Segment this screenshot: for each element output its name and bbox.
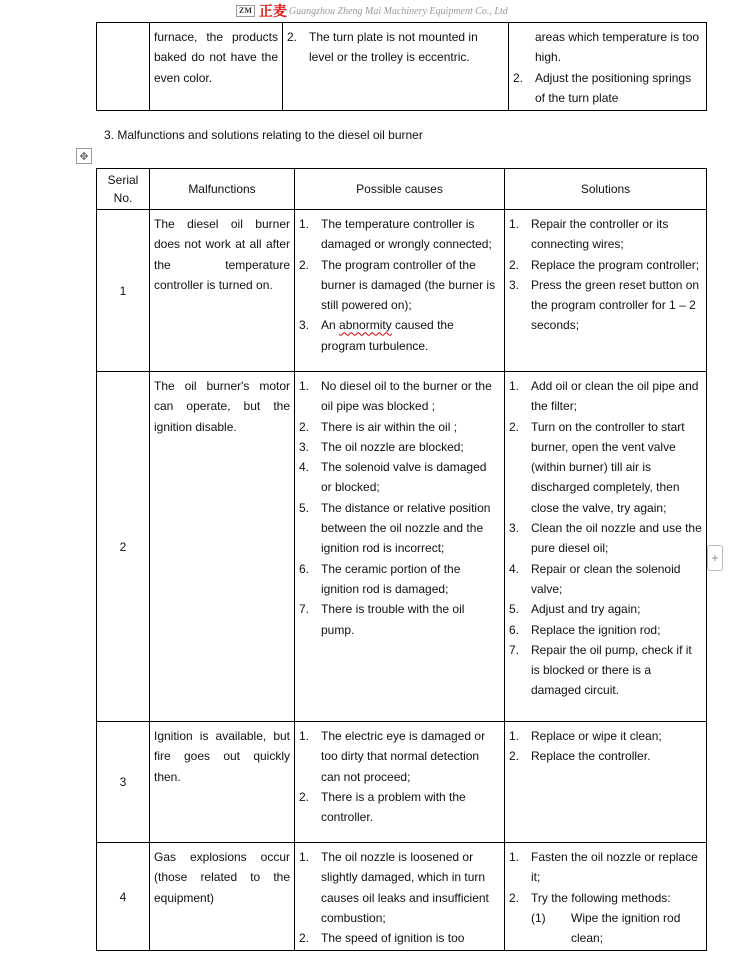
list-item [299,417,500,437]
list-text: The turn plate is not mounted in level or the trolley is eccentric. [309,30,478,65]
list-text: The oil nozzle is loosened or slightly damaged, which in turn causes oil leaks and insufficient combustion; [321,850,489,925]
sub-list-number: (1) [531,910,546,925]
list-number: 6. [509,622,520,637]
list-item [509,275,702,336]
header-serial [97,169,150,210]
list-item [299,498,500,559]
malfunction-text: The diesel oil burner does not work at all after the temperature controller is turned on. [154,217,290,292]
list-text: Replace the program controller; [531,257,700,272]
list-text: Adjust the positioning springs of the turn plate [535,70,692,105]
list-text: Replace the ignition rod; [531,622,661,637]
list-item [299,376,500,417]
list-number: 6. [299,561,310,576]
list-item [509,726,702,746]
list-text: The electric eye is damaged or too dirty that normal detection can not proceed; [321,729,486,784]
list-item [509,255,702,275]
list-number: 1. [509,729,520,743]
list-number: 2. [299,931,310,946]
list-number: 5. [299,500,310,515]
causes-list [295,210,504,358]
move-handle-icon[interactable]: ✥ [76,148,92,164]
list-text: Replace or wipe it clean; [531,729,662,743]
list-number: 3. [509,277,520,292]
solutions-list [509,23,706,110]
list-text: Repair the oil pump, check if it is blocked or there is a damaged circuit. [531,642,692,698]
list-item [299,847,500,928]
list-text: The ceramic portion of the ignition rod is damaged; [321,561,461,596]
list-number: 1. [299,379,310,393]
solutions-list [505,722,706,769]
list-text: Fasten the oil nozzle or replace it; [531,850,698,885]
list-text: The oil nozzle are blocked; [321,439,464,454]
top-table-content [96,22,707,111]
list-item [513,27,702,68]
serial-number: 4 [97,843,150,951]
spellcheck-word[interactable]: abnormity [339,318,392,333]
list-item [509,214,702,255]
table-row [97,210,707,372]
solutions-cell [505,843,707,951]
list-item [299,255,500,316]
malfunction-cell [150,23,283,111]
list-text: Adjust and try again; [531,602,641,617]
list-text: There is air within the oil ; [321,419,458,434]
sub-list-item [509,908,702,949]
list-text: Replace the controller. [531,749,651,764]
malfunction-cell [150,843,295,951]
list-item [509,376,702,417]
list-text: The program controller of the burner is damaged (the burner is still powered on); [321,257,496,313]
company-logo-text: 正麦 [258,4,287,20]
header-serial-label: Serial No. [107,173,139,205]
company-name: Guangzhou Zheng Mai Machinery Equipment Co., Ltd [288,5,508,17]
list-item [509,417,702,518]
section-title: 3. Malfunctions and solutions relating to the diesel oil burner [104,128,423,142]
causes-list [295,722,504,829]
list-number: 1. [299,217,310,231]
list-number: 4. [299,460,310,475]
solutions-list [505,210,706,338]
list-text: There is a problem with the controller. [321,789,466,825]
list-number: 2. [513,70,524,85]
list-number [513,27,535,68]
list-number: 2. [299,257,310,272]
list-item [299,457,500,498]
table-row [97,843,707,951]
causes-cell [283,23,509,111]
list-number: 3. [299,439,310,454]
list-text: No diesel oil to the burner or the oil pipe was blocked ; [321,379,492,414]
add-column-icon[interactable]: + [707,545,723,571]
list-item [509,746,702,766]
header-causes: Possible causes [295,169,505,210]
list-number: 3. [509,521,520,536]
list-number: 4. [509,561,520,576]
serial-number: 2 [97,372,150,722]
causes-list [283,23,508,70]
table-header-row [97,169,707,210]
malfunction-cell [150,210,295,372]
page-header [236,2,508,20]
list-number: 2. [509,419,520,434]
causes-cell [295,722,505,843]
company-logo-icon: ZM [236,5,255,17]
malfunction-text: furnace, the products baked do not have the even color. [154,30,278,85]
causes-cell [295,372,505,722]
table-row [97,722,707,843]
serial-cell [97,23,150,111]
list-text: Add oil or clean the oil pipe and the filter; [531,379,699,414]
list-text: The temperature controller is damaged or wrongly connected; [321,217,492,252]
list-indent [509,908,531,949]
malfunction-cell [150,372,295,722]
list-number: 2. [299,419,310,434]
list-text: Clean the oil nozzle and use the pure diesel oil; [531,521,702,556]
serial-number: 3 [97,722,150,843]
list-number: 1. [509,217,520,231]
list-number: 5. [509,602,520,617]
solutions-list [505,372,706,703]
list-number: 2. [299,789,310,804]
list-number: 7. [509,642,520,657]
list-number: 2. [509,749,520,764]
list-number: 1. [299,729,310,743]
list-number: 1. [509,850,520,864]
causes-cell [295,843,505,951]
solutions-list [505,843,706,950]
list-text: Try the following methods: [531,890,671,905]
malfunction-text: The oil burner's motor can operate, but the ignition disable. [154,379,290,434]
sub-list-wrap [531,908,702,949]
list-item [509,599,702,619]
list-item [299,559,500,600]
list-item [509,888,702,908]
header-solutions: Solutions [505,169,707,210]
list-item [299,599,500,640]
list-text: Repair or clean the solenoid valve; [531,561,681,596]
list-text: The solenoid valve is damaged or blocked; [321,460,487,495]
sub-list-text [531,908,702,949]
list-number: 2. [509,890,520,905]
list-item [509,640,702,701]
list-item [299,214,500,255]
list-text: areas which temperature is too high. [535,30,700,65]
burner-malfunction-table [96,168,707,951]
list-item [509,620,702,640]
list-item [299,726,500,787]
list-number: 1. [509,379,520,393]
list-text: Turn on the controller to start burner, open the vent valve (within burner) till air is discharged completely, then close the valve, try again; [531,419,685,515]
sub-list-label: Wipe the ignition rod clean; [571,910,681,946]
serial-number: 1 [97,210,150,372]
list-number: 7. [299,602,310,617]
list-item [299,315,500,356]
list-text: Press the green reset button on the program controller for 1 – 2 seconds; [531,277,700,333]
causes-list [295,843,504,950]
table-row [97,23,707,111]
malfunction-text: Gas explosions occur (those related to the equipment) [154,850,290,905]
list-text: There is trouble with the oil pump. [321,602,465,637]
list-item [299,928,500,948]
list-item [287,27,504,68]
table-row [97,372,707,722]
list-text: An abnormity caused the program turbulence. [321,318,454,353]
list-number: 1. [299,850,310,864]
malfunction-cell [150,722,295,843]
causes-cell [295,210,505,372]
list-item [299,787,500,828]
solutions-cell [505,372,707,722]
header-malfunctions: Malfunctions [150,169,295,210]
list-text: The speed of ignition is too [321,931,465,946]
list-number: 2. [509,257,520,272]
list-item [513,68,702,109]
list-item [299,437,500,457]
list-number: 3. [299,318,310,333]
list-text: Repair the controller or its connecting wires; [531,217,669,252]
solutions-cell [505,722,707,843]
list-item [509,847,702,888]
list-item [509,559,702,600]
solutions-cell [505,210,707,372]
solutions-cell [509,23,707,111]
malfunction-text: Ignition is available, but fire goes out quickly then. [154,729,290,784]
list-item [509,518,702,559]
list-text: The distance or relative position between the oil nozzle and the ignition rod is incorrect; [321,500,491,556]
list-number: 2. [287,30,298,44]
causes-list [295,372,504,642]
